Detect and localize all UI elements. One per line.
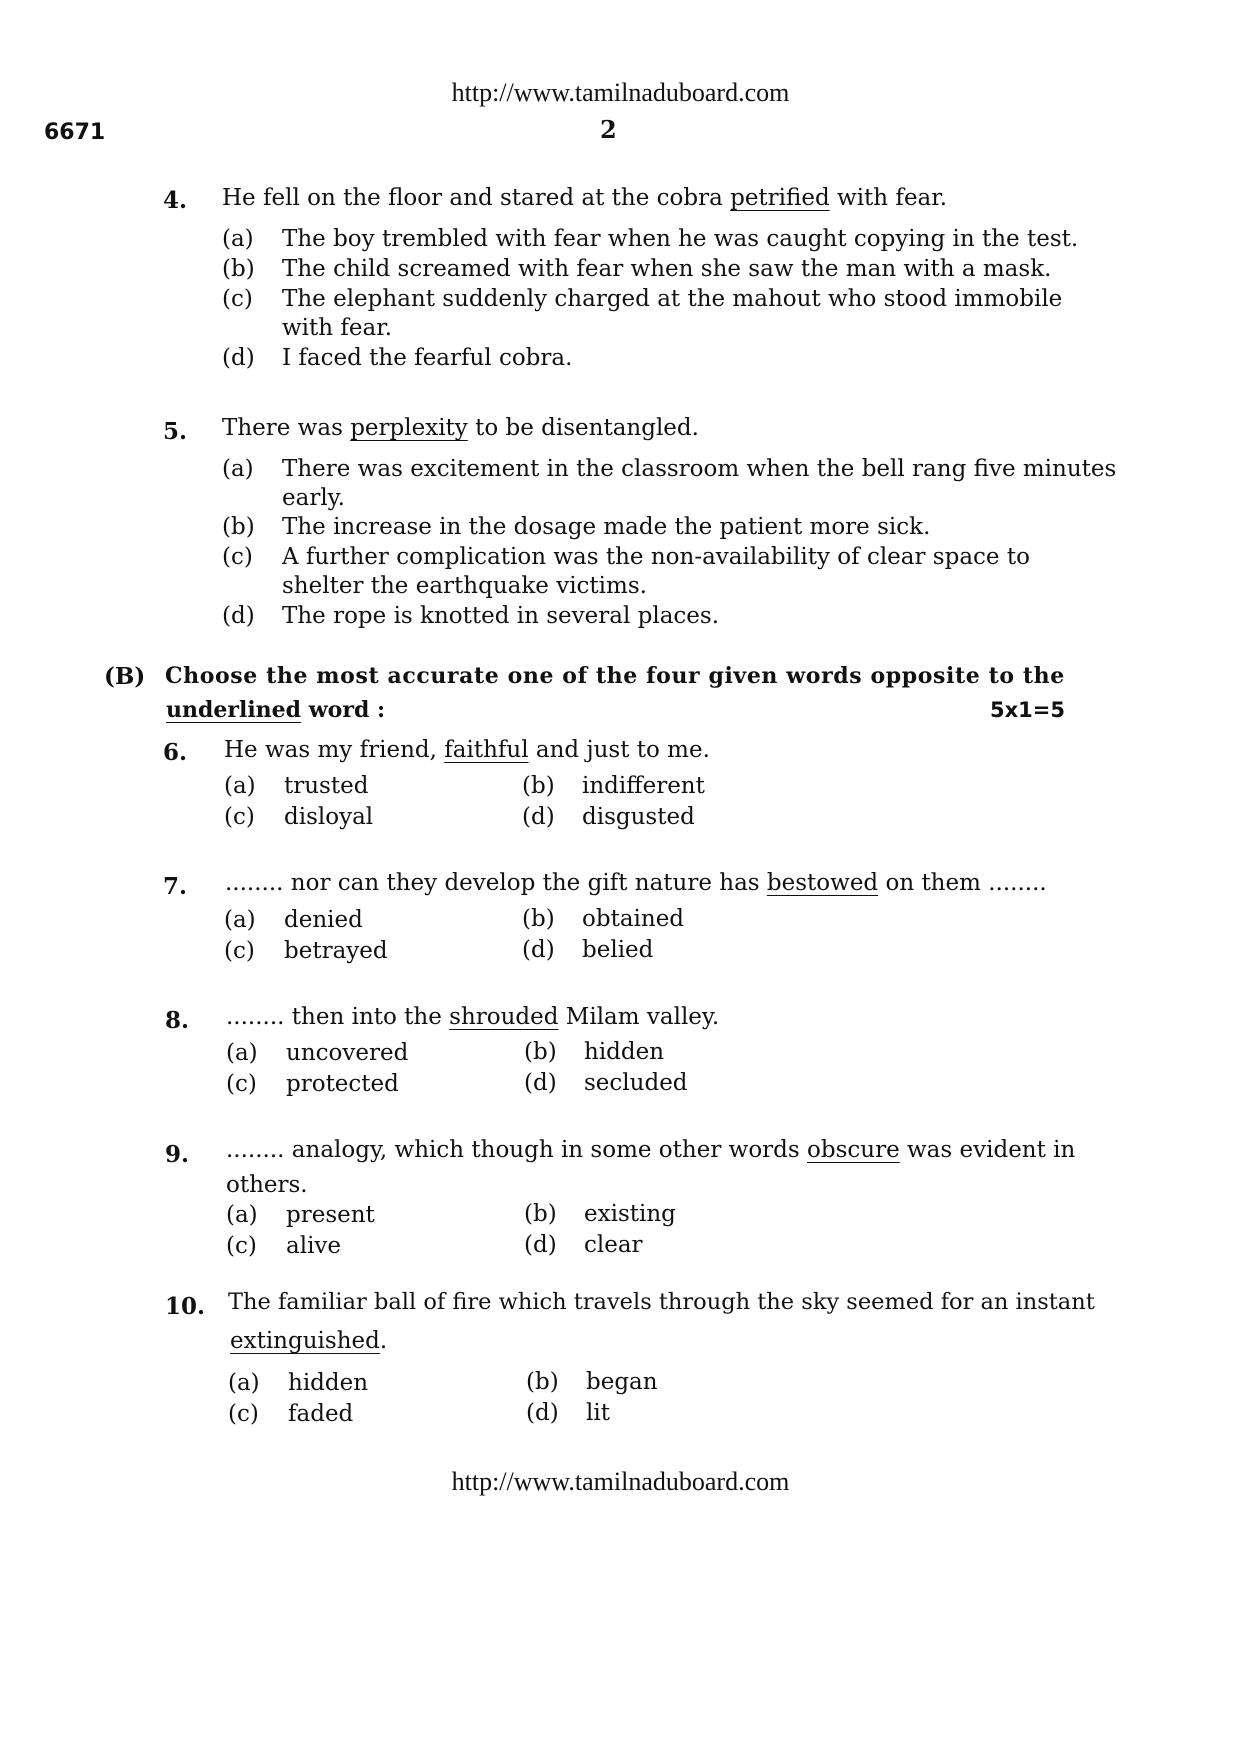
option-label: (d): [524, 1070, 557, 1096]
question-stem: ........ analogy, which though in some other words obscure was evident in: [226, 1137, 1076, 1163]
option-text: secluded: [584, 1070, 688, 1096]
option-label: (d): [524, 1232, 557, 1258]
option-text: protected: [286, 1071, 399, 1097]
option-label: (c): [228, 1401, 259, 1427]
option-text: There was excitement in the classroom when the bell rang five minutes: [282, 456, 1117, 482]
option-text: indifferent: [582, 773, 705, 799]
option-text: alive: [286, 1233, 342, 1259]
option-text-continued: shelter the earthquake victims.: [282, 573, 647, 599]
question-stem: There was perplexity to be disentangled.: [222, 415, 699, 441]
underlined-word: extinguished: [230, 1328, 380, 1354]
option-label: (a): [228, 1370, 260, 1396]
option-text: The rope is knotted in several places.: [282, 603, 720, 629]
question-stem: ........ nor can they develop the gift nature has bestowed on them ........: [225, 870, 1047, 896]
header-url: http://www.tamilnaduboard.com: [451, 78, 790, 107]
option-text: faded: [288, 1401, 354, 1427]
option-label: (d): [222, 345, 255, 371]
question-number: 10.: [165, 1293, 206, 1320]
option-label: (a): [222, 226, 254, 252]
option-text: present: [286, 1202, 375, 1228]
question-number: 4.: [163, 187, 188, 214]
section-instruction: Choose the most accurate one of the four given words opposite to the: [165, 663, 1065, 689]
option-label: (c): [224, 804, 255, 830]
option-text: clear: [584, 1232, 643, 1258]
question-number: 6.: [163, 739, 188, 766]
question-number: 7.: [163, 873, 188, 900]
option-text: I faced the fearful cobra.: [282, 345, 573, 371]
section-instruction-line2: underlined word :: [166, 697, 386, 723]
option-label: (b): [522, 773, 555, 799]
question-stem: ........ then into the shrouded Milam valley.: [226, 1004, 720, 1030]
option-label: (c): [226, 1071, 257, 1097]
option-text: denied: [284, 907, 363, 933]
question-number: 9.: [165, 1141, 190, 1168]
question-stem-continued: extinguished.: [230, 1328, 388, 1354]
option-label: (b): [524, 1201, 557, 1227]
underlined-word: bestowed: [766, 870, 879, 896]
option-text: began: [586, 1369, 658, 1395]
option-text: disloyal: [284, 804, 374, 830]
question-stem: He fell on the floor and stared at the cobra petrified with fear.: [222, 185, 948, 211]
option-label: (b): [526, 1369, 559, 1395]
option-text: hidden: [584, 1039, 665, 1065]
marks: 5x1=5: [990, 698, 1065, 722]
option-label: (a): [224, 773, 256, 799]
option-text: The child screamed with fear when she saw the man with a mask.: [282, 256, 1052, 282]
option-text: belied: [582, 937, 654, 963]
question-stem: The familiar ball of fire which travels through the sky seemed for an instant: [228, 1289, 1095, 1315]
option-label: (d): [222, 603, 255, 629]
paper-code: 6671: [44, 120, 106, 145]
option-text: The elephant suddenly charged at the mahout who stood immobile: [282, 286, 1063, 312]
option-label: (d): [522, 937, 555, 963]
option-text: betrayed: [284, 938, 388, 964]
option-label: (c): [222, 286, 253, 312]
option-label: (b): [524, 1039, 557, 1065]
option-label: (c): [224, 938, 255, 964]
underlined-word: perplexity: [350, 415, 468, 441]
question-number: 8.: [165, 1007, 190, 1034]
option-label: (a): [222, 456, 254, 482]
option-label: (d): [522, 804, 555, 830]
question-stem-continued: others.: [226, 1172, 308, 1198]
underlined-word: obscure: [807, 1137, 900, 1163]
underlined-word: petrified: [730, 185, 830, 211]
option-label: (b): [222, 256, 255, 282]
option-label: (a): [226, 1202, 258, 1228]
option-text-continued: early.: [282, 485, 345, 511]
underlined-word: shrouded: [449, 1004, 559, 1030]
option-label: (d): [526, 1400, 559, 1426]
section-label: (B): [104, 663, 146, 690]
option-label: (b): [222, 514, 255, 540]
option-text: disgusted: [582, 804, 695, 830]
option-text: uncovered: [286, 1040, 409, 1066]
option-label: (b): [522, 906, 555, 932]
option-text: A further complication was the non-availability of clear space to: [282, 544, 1030, 570]
option-label: (a): [224, 907, 256, 933]
option-text: existing: [584, 1201, 676, 1227]
option-label: (c): [226, 1233, 257, 1259]
footer-url: http://www.tamilnaduboard.com: [451, 1467, 790, 1496]
option-text: obtained: [582, 906, 685, 932]
option-text: lit: [586, 1400, 610, 1426]
underlined-word: faithful: [444, 737, 529, 763]
option-text-continued: with fear.: [282, 315, 393, 341]
option-text: trusted: [284, 773, 369, 799]
page-number: 2: [600, 115, 617, 144]
question-stem: He was my friend, faithful and just to me.: [224, 737, 710, 763]
option-label: (c): [222, 544, 253, 570]
option-text: hidden: [288, 1370, 369, 1396]
option-text: The increase in the dosage made the patient more sick.: [282, 514, 931, 540]
question-number: 5.: [163, 418, 188, 445]
option-text: The boy trembled with fear when he was caught copying in the test.: [282, 226, 1079, 252]
option-label: (a): [226, 1040, 258, 1066]
